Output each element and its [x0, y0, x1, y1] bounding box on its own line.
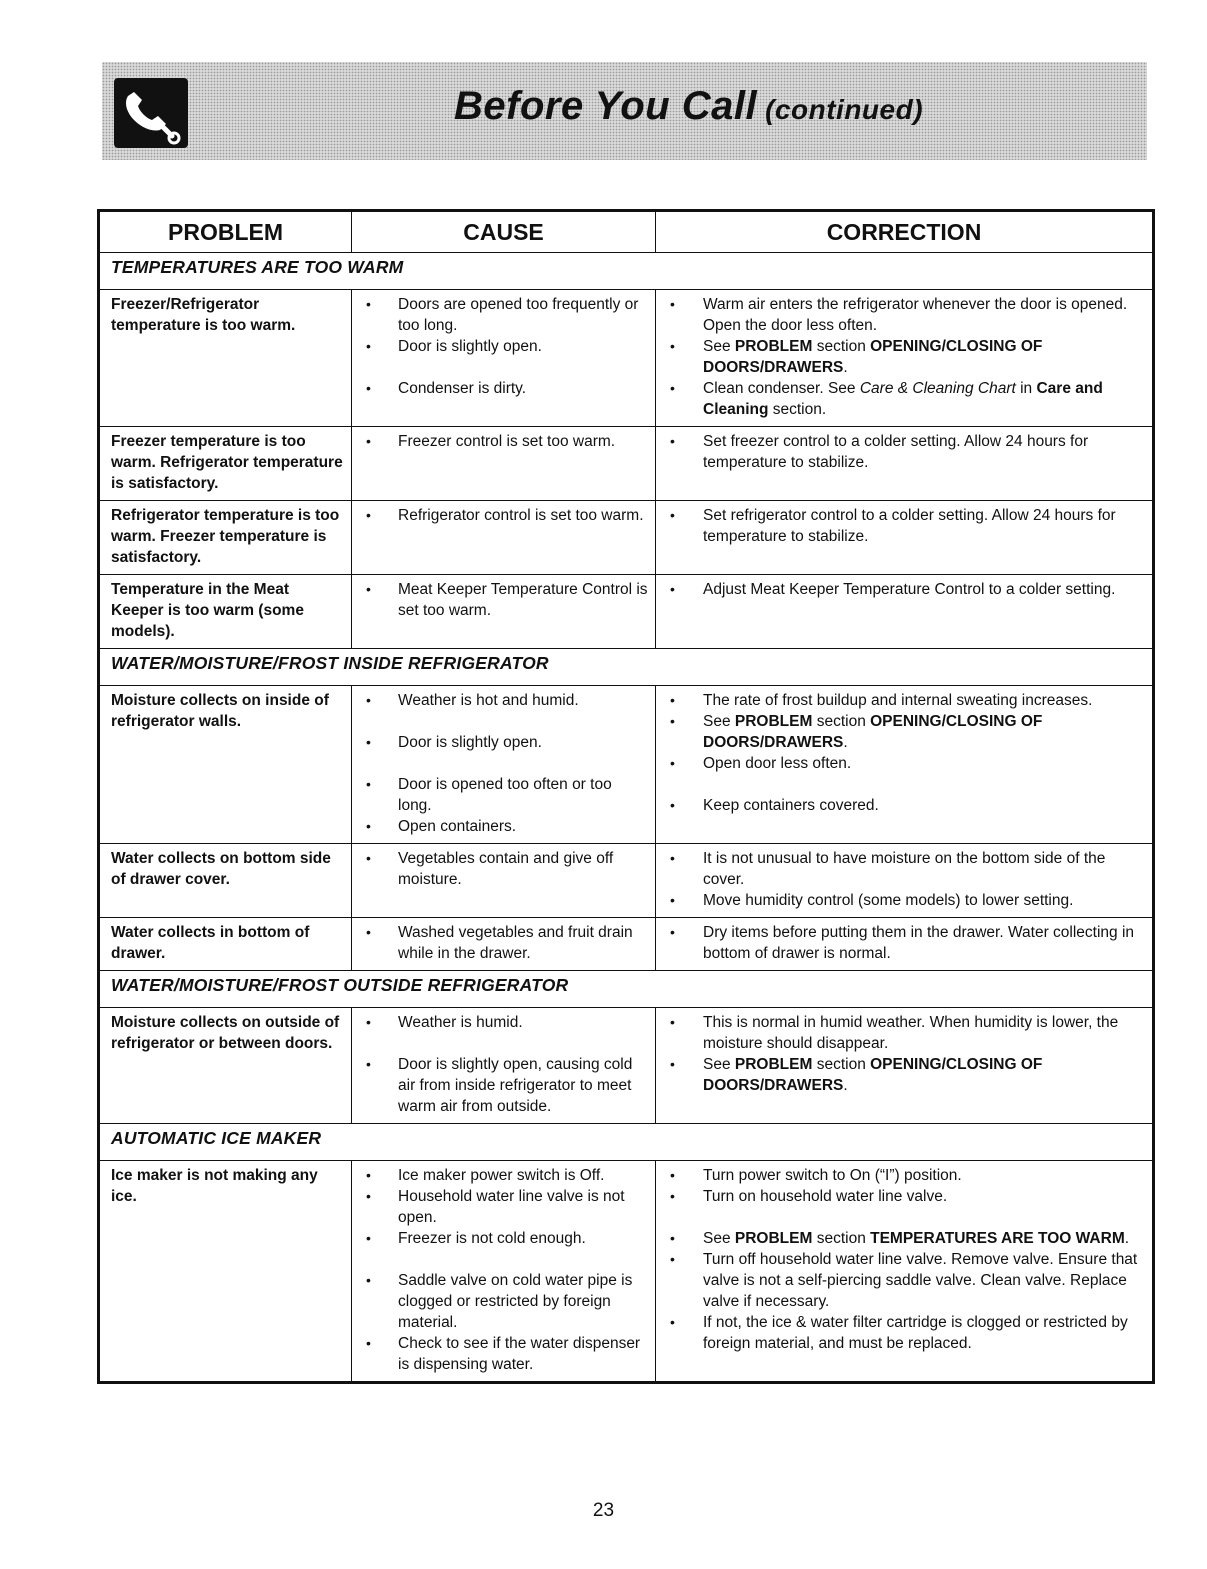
cause-cell — [352, 427, 656, 501]
cause-item: • Freezer is not cold enough. — [352, 1228, 649, 1249]
cause-cell — [352, 686, 656, 844]
section-row — [99, 253, 1154, 290]
cause-item: • Ice maker power switch is Off. — [352, 1165, 649, 1186]
correction-cell — [656, 1161, 1154, 1383]
correction-item: • Set freezer control to a colder setting. Allow 24 hours for temperature to stabilize. — [656, 431, 1146, 473]
cause-cell — [352, 575, 656, 649]
correction-item: • Keep containers covered. — [656, 795, 1146, 816]
problem-cell: Freezer/Refrigerator temperature is too warm. — [99, 290, 352, 427]
section-heading: WATER/MOISTURE/FROST INSIDE REFRIGERATOR — [99, 649, 1154, 686]
table-row — [99, 1008, 1154, 1124]
table-row — [99, 1161, 1154, 1383]
correction-cell — [656, 501, 1154, 575]
table-row — [99, 918, 1154, 971]
section-row — [99, 649, 1154, 686]
table-row — [99, 501, 1154, 575]
table-row — [99, 427, 1154, 501]
correction-cell — [656, 575, 1154, 649]
correction-cell — [656, 844, 1154, 918]
correction-cell — [656, 918, 1154, 971]
page-title — [454, 84, 923, 129]
correction-item: • The rate of frost buildup and internal sweating increases. — [656, 690, 1146, 711]
section-heading: WATER/MOISTURE/FROST OUTSIDE REFRIGERATOR — [99, 971, 1154, 1008]
cause-item: • Door is opened too often or too long. — [352, 774, 649, 816]
correction-column-header: CORRECTION — [656, 211, 1154, 253]
correction-cell — [656, 686, 1154, 844]
table-row — [99, 575, 1154, 649]
cause-cell — [352, 918, 656, 971]
cause-item: • Refrigerator control is set too warm. — [352, 505, 649, 526]
section-row — [99, 971, 1154, 1008]
problem-cell: Ice maker is not making any ice. — [99, 1161, 352, 1383]
correction-item: • Turn off household water line valve. Remove valve. Ensure that valve is not a self-piercing saddle valve. Clean valve. Replace valve if necessary. — [656, 1249, 1146, 1312]
cause-item: • Vegetables contain and give off moisture. — [352, 848, 649, 890]
cause-item: • Open containers. — [352, 816, 649, 837]
troubleshooting-table — [97, 209, 1155, 1384]
correction-item: • Warm air enters the refrigerator whenever the door is opened. Open the door less often. — [656, 294, 1146, 336]
cause-cell — [352, 290, 656, 427]
cause-item: • Freezer control is set too warm. — [352, 431, 649, 452]
cause-item: • Door is slightly open, causing cold air from inside refrigerator to meet warm air from outside. — [352, 1054, 649, 1117]
section-heading: TEMPERATURES ARE TOO WARM — [99, 253, 1154, 290]
cause-item: • Door is slightly open. — [352, 732, 649, 753]
problem-column-header: PROBLEM — [99, 211, 352, 253]
correction-item: • This is normal in humid weather. When humidity is lower, the moisture should disappear. — [656, 1012, 1146, 1054]
cause-cell — [352, 1161, 656, 1383]
correction-cell — [656, 290, 1154, 427]
correction-item: • Turn on household water line valve. — [656, 1186, 1146, 1207]
correction-item: • See PROBLEM section OPENING/CLOSING OF DOORS/DRAWERS. — [656, 336, 1146, 378]
correction-item: • See PROBLEM section OPENING/CLOSING OF DOORS/DRAWERS. — [656, 711, 1146, 753]
page-number: 23 — [592, 1500, 615, 1521]
problem-cell: Temperature in the Meat Keeper is too warm (some models). — [99, 575, 352, 649]
cause-item: • Weather is humid. — [352, 1012, 649, 1033]
cause-cell — [352, 501, 656, 575]
correction-item: • If not, the ice & water filter cartridge is clogged or restricted by foreign material, and must be replaced. — [656, 1312, 1146, 1354]
correction-item: • Adjust Meat Keeper Temperature Control to a colder setting. — [656, 579, 1146, 600]
cause-item: • Check to see if the water dispenser is dispensing water. — [352, 1333, 649, 1375]
table-row — [99, 290, 1154, 427]
correction-item: • Set refrigerator control to a colder setting. Allow 24 hours for temperature to stabilize. — [656, 505, 1146, 547]
title-subtitle: (continued) — [765, 94, 924, 125]
correction-cell — [656, 1008, 1154, 1124]
correction-item: • It is not unusual to have moisture on the bottom side of the cover. — [656, 848, 1146, 890]
header-banner — [102, 62, 1147, 160]
correction-item: • See PROBLEM section OPENING/CLOSING OF DOORS/DRAWERS. — [656, 1054, 1146, 1096]
correction-item: • Clean condenser. See Care & Cleaning Chart in Care and Cleaning section. — [656, 378, 1146, 420]
title-text: Before You Call — [454, 84, 758, 128]
cause-item: • Weather is hot and humid. — [352, 690, 649, 711]
cause-item: • Household water line valve is not open. — [352, 1186, 649, 1228]
section-row — [99, 1124, 1154, 1161]
cause-item: • Door is slightly open. — [352, 336, 649, 357]
correction-item: • See PROBLEM section TEMPERATURES ARE TOO WARM. — [656, 1228, 1146, 1249]
cause-item: • Meat Keeper Temperature Control is set too warm. — [352, 579, 649, 621]
problem-cell: Water collects on bottom side of drawer cover. — [99, 844, 352, 918]
problem-cell: Moisture collects on inside of refrigerator walls. — [99, 686, 352, 844]
problem-cell: Water collects in bottom of drawer. — [99, 918, 352, 971]
cause-cell — [352, 844, 656, 918]
problem-cell: Freezer temperature is too warm. Refrigerator temperature is satisfactory. — [99, 427, 352, 501]
cause-cell — [352, 1008, 656, 1124]
problem-cell: Refrigerator temperature is too warm. Freezer temperature is satisfactory. — [99, 501, 352, 575]
cause-item: • Washed vegetables and fruit drain while in the drawer. — [352, 922, 649, 964]
problem-cell: Moisture collects on outside of refrigerator or between doors. — [99, 1008, 352, 1124]
cause-item: • Condenser is dirty. — [352, 378, 649, 399]
table-row — [99, 844, 1154, 918]
table-row — [99, 686, 1154, 844]
correction-item: • Open door less often. — [656, 753, 1146, 774]
correction-item: • Dry items before putting them in the drawer. Water collecting in bottom of drawer is normal. — [656, 922, 1146, 964]
correction-cell — [656, 427, 1154, 501]
header-row — [99, 211, 1154, 253]
correction-item: • Move humidity control (some models) to lower setting. — [656, 890, 1146, 911]
cause-column-header: CAUSE — [352, 211, 656, 253]
cause-item: • Saddle valve on cold water pipe is clogged or restricted by foreign material. — [352, 1270, 649, 1333]
phone-wrench-icon — [114, 78, 188, 148]
correction-item: • Turn power switch to On (“I”) position. — [656, 1165, 1146, 1186]
section-heading: AUTOMATIC ICE MAKER — [99, 1124, 1154, 1161]
cause-item: • Doors are opened too frequently or too long. — [352, 294, 649, 336]
